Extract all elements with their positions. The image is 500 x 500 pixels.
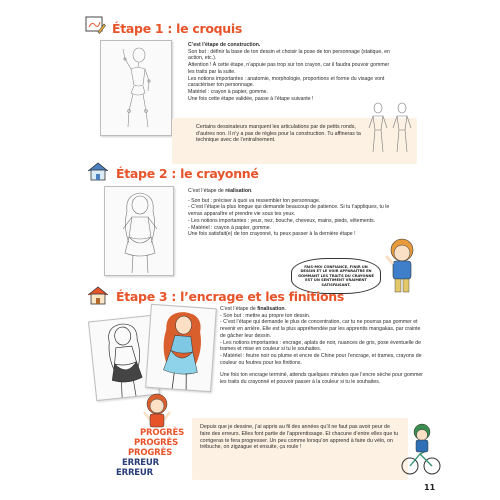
step1-sketch-image <box>100 40 172 136</box>
step1-title: Étape 1 : le croquis <box>112 21 242 36</box>
step1-paragraph: Son but : définir la base de ton dessin et choisir la pose de ton personnage (statique, en action, etc.). <box>188 48 390 62</box>
cyclist-illustration <box>400 420 442 476</box>
page-number: 11 <box>424 483 436 492</box>
step3-paragraph: - C’est l’étape qui demande le plus de concentration, car tu ne pourras pas gommer et revenir en arrière. Elle est la plus appréhendée par les apprentis mangakas, par crainte de gâcher leur dessin. <box>220 319 421 339</box>
error-word: ERREUR <box>122 458 159 468</box>
step-key-word: construction <box>227 42 259 48</box>
step3-paragraph: - Son but : mettre au propre ton dessin. <box>220 312 311 319</box>
step1-paragraph: Les notions importantes : anatomie, morphologie, proportions et forme du visage vont caractériser ton personnage. <box>188 75 385 89</box>
step1-paragraph: C’est l’étape de construction. <box>188 42 261 48</box>
step3-text <box>220 306 425 386</box>
boy-character-illustration <box>382 236 422 296</box>
house-orange-icon <box>86 284 110 306</box>
step2-paragraph: Une fois satisfait(e) de ton crayonné, tu peux passer à la dernière étape ! <box>188 231 356 238</box>
step2-paragraph: - Son but : préciser à quoi va ressembler ton personnage. <box>188 197 321 204</box>
step3-color-image <box>145 304 217 392</box>
step1-tip-text: Certains dessinateurs marquent les articulations par de petits ronds, d’autres non. Il n’y a pas de règles pour la construction. Tu affineras ta technique avec de l’entraînement. <box>196 124 361 144</box>
step1-text <box>188 42 393 102</box>
step2-title: Étape 2 : le crayonné <box>116 166 259 181</box>
step2-paragraph: C’est l’étape de réalisation. <box>188 188 253 194</box>
progress-word: PROGRÈS <box>134 438 179 448</box>
house-blue-icon <box>86 160 110 182</box>
girl-character-illustration <box>140 392 174 428</box>
step-key-word: finalisation <box>257 306 285 312</box>
pencil-sketch-icon <box>84 14 106 36</box>
step3-paragraph: - Matériel : feutre noir ou plume et encre de Chine pour l’encrage, et trames, crayons de couleur ou feutres pour les finitions. <box>220 352 422 366</box>
progress-word: PROGRÈS <box>140 428 185 438</box>
step3-paragraph: C’est l’étape de finalisation. <box>220 306 287 312</box>
step2-text <box>188 188 393 238</box>
error-word: ERREUR <box>116 468 153 478</box>
step2-paragraph: - C’est l’étape la plus longue qui demande beaucoup de patience. Si tu t’appliques, tu le verras apparaître et prendre vie sous tes yeux. <box>188 204 390 218</box>
step2-sketch-image <box>104 186 174 276</box>
step2-paragraph: - Matériel : crayon à papier, gomme. <box>188 224 272 231</box>
speech-bubble: FAIS-MOI CONFIANCE, FINIR UN DESSIN ET LE VOIR APPARAÎTRE EN GOMMANT LES TRAITS DU CRAYONNÉ EST UN SENTIMENT VRAIMENT SATISFAISANT. <box>291 258 381 294</box>
step2-paragraph: - Les notions importantes : yeux, nez, bouche, cheveux, mains, pieds, vêtements. <box>188 217 376 224</box>
step1-paragraph: Attention ! À cette étape, n’appuie pas trop sur ton crayon, car il faudra pouvoir gommer les traits par la suite. <box>188 62 390 75</box>
progress-word: PROGRÈS <box>128 448 173 458</box>
bottom-tip-text: Depuis que je dessine, j’ai appris au fil des années qu’il ne faut pas avoir peur de faire des erreurs. Elles font partie de l’apprentissage. Et chacune d’entre elles que tu corrigeras te fera progresser. Un peu comme lorsqu’on apprend à faire du vélo, on trébuche, on zigzague et ensuite, ça roule ! <box>200 424 399 451</box>
step3-paragraph: - Les notions importantes : encrage, aplats de noir, nuances de gris, pose éventuelle de trames et mise en couleur si tu le souhaites. <box>220 339 421 353</box>
step3-paragraph: Une fois ton encrage terminé, attends quelques minutes que l’encre sèche pour gommer les traits du crayonné et pouvoir passer à la couleur si tu le souhaites. <box>220 372 424 386</box>
step-key-word: réalisation <box>225 188 252 194</box>
step1-paragraph: Matériel : crayon à papier, gomme. <box>188 88 268 95</box>
step3-title: Étape 3 : l’encrage et les finitions <box>116 289 344 304</box>
step1-paragraph: Une fois cette étape validée, passe à l’étape suivante ! <box>188 95 314 102</box>
step1-pose-drawings <box>362 100 418 158</box>
